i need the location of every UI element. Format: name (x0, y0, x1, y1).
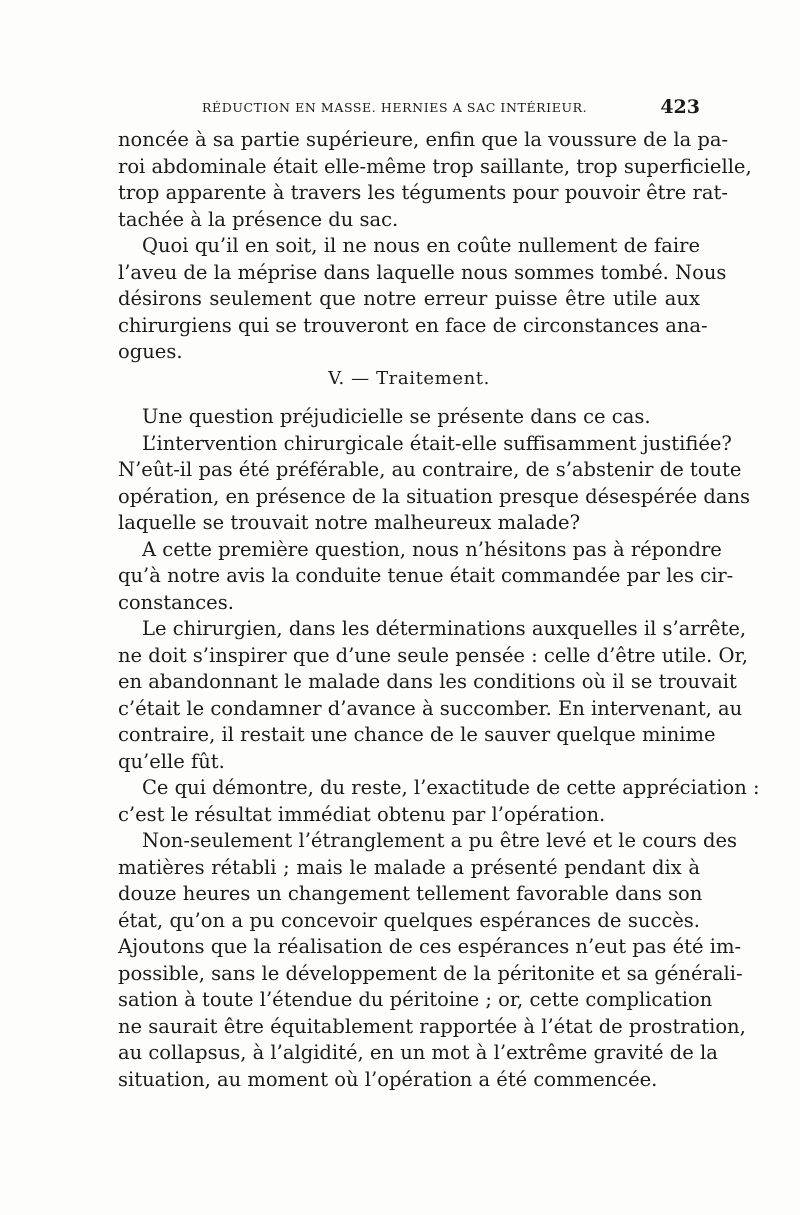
text-line: Une question préjudicielle se présente dans ce cas. (142, 405, 651, 428)
text-line: Ajoutons que la réalisation de ces espérances n’eut pas été im- (118, 935, 742, 958)
text-line: A cette première question, nous n’hésitons pas à répondre (142, 537, 722, 561)
page-number: 423 (660, 96, 700, 118)
page-header (118, 96, 700, 122)
spacer (118, 392, 700, 404)
body-text (118, 127, 760, 1093)
text-line: douze heures un changement tellement favorable dans son (118, 882, 703, 905)
text-line: Le chirurgien, dans les déterminations auxquelles il s’arrête, (142, 617, 747, 640)
text-line: désirons seulement que notre erreur puisse être utile aux (118, 287, 700, 310)
text-line: état, qu’on a pu concevoir quelques espérances de succès. (118, 908, 700, 932)
section-heading: V. — Traitement. (328, 367, 490, 389)
text-line: constances. (118, 590, 234, 614)
text-line: trop apparente à travers les téguments pour pouvoir être rat- (118, 181, 728, 204)
text-line: ogues. (118, 340, 183, 363)
text-line: l’aveu de la méprise dans laquelle nous sommes tombé. Nous (118, 260, 727, 284)
text-line: c’est le résultat immédiat obtenu par l’opération. (118, 802, 606, 826)
text-line: matières rétabli ; mais le malade a présenté pendant dix à (118, 855, 700, 879)
text-line: opération, en présence de la situation presque désespérée dans (118, 484, 751, 508)
text-line: sation à toute l’étendue du péritoine ; or, cette complication (118, 988, 713, 1011)
text-line: au collapsus, à l’algidité, en un mot à l’extrême gravité de la (118, 1041, 718, 1064)
text-line: c’était le condamner d’avance à succomber. En intervenant, au (118, 696, 743, 720)
text-line: L’intervention chirurgicale était-elle suffisamment justifiée? (142, 431, 732, 455)
text-line: qu’à notre avis la conduite tenue était commandée par les cir- (118, 564, 734, 587)
text-line: tachée à la présence du sac. (118, 207, 399, 231)
text-line: Ce qui démontre, du reste, l’exactitude de cette appréciation : (142, 776, 760, 799)
text-line: noncée à sa partie supérieure, enfin que la voussure de la pa- (118, 128, 729, 151)
text-line: Quoi qu’il en soit, il ne nous en coûte nullement de faire (142, 234, 700, 257)
text-line: N’eût-il pas été préférable, au contraire, de s’abstenir de toute (118, 458, 742, 481)
text-line: laquelle se trouvait notre malheureux malade? (118, 511, 581, 534)
text-line: ne saurait être équitablement rapportée à l’état de prostration, (118, 1014, 746, 1038)
text-line: chirurgiens qui se trouveront en face de circonstances ana- (118, 313, 708, 337)
text-line: contraire, il restait une chance de le sauver quelque minime (118, 723, 716, 746)
text-line: qu’elle fût. (118, 749, 225, 773)
text-line: ne doit s’inspirer que d’une seule pensée : celle d’être utile. Or, (118, 643, 748, 667)
text-line: Non-seulement l’étranglement a pu être levé et le cours des (142, 829, 738, 852)
text-line: possible, sans le développement de la péritonite et sa générali- (118, 961, 743, 985)
text-line: situation, au moment où l’opération a été commencée. (118, 1067, 658, 1091)
text-line: en abandonnant le malade dans les conditions où il se trouvait (118, 670, 737, 693)
running-head: RÉDUCTION EN MASSE. HERNIES A SAC INTÉRIEUR. (202, 100, 588, 115)
text-line: roi abdominale était elle-même trop saillante, trop superficielle, (118, 154, 752, 178)
